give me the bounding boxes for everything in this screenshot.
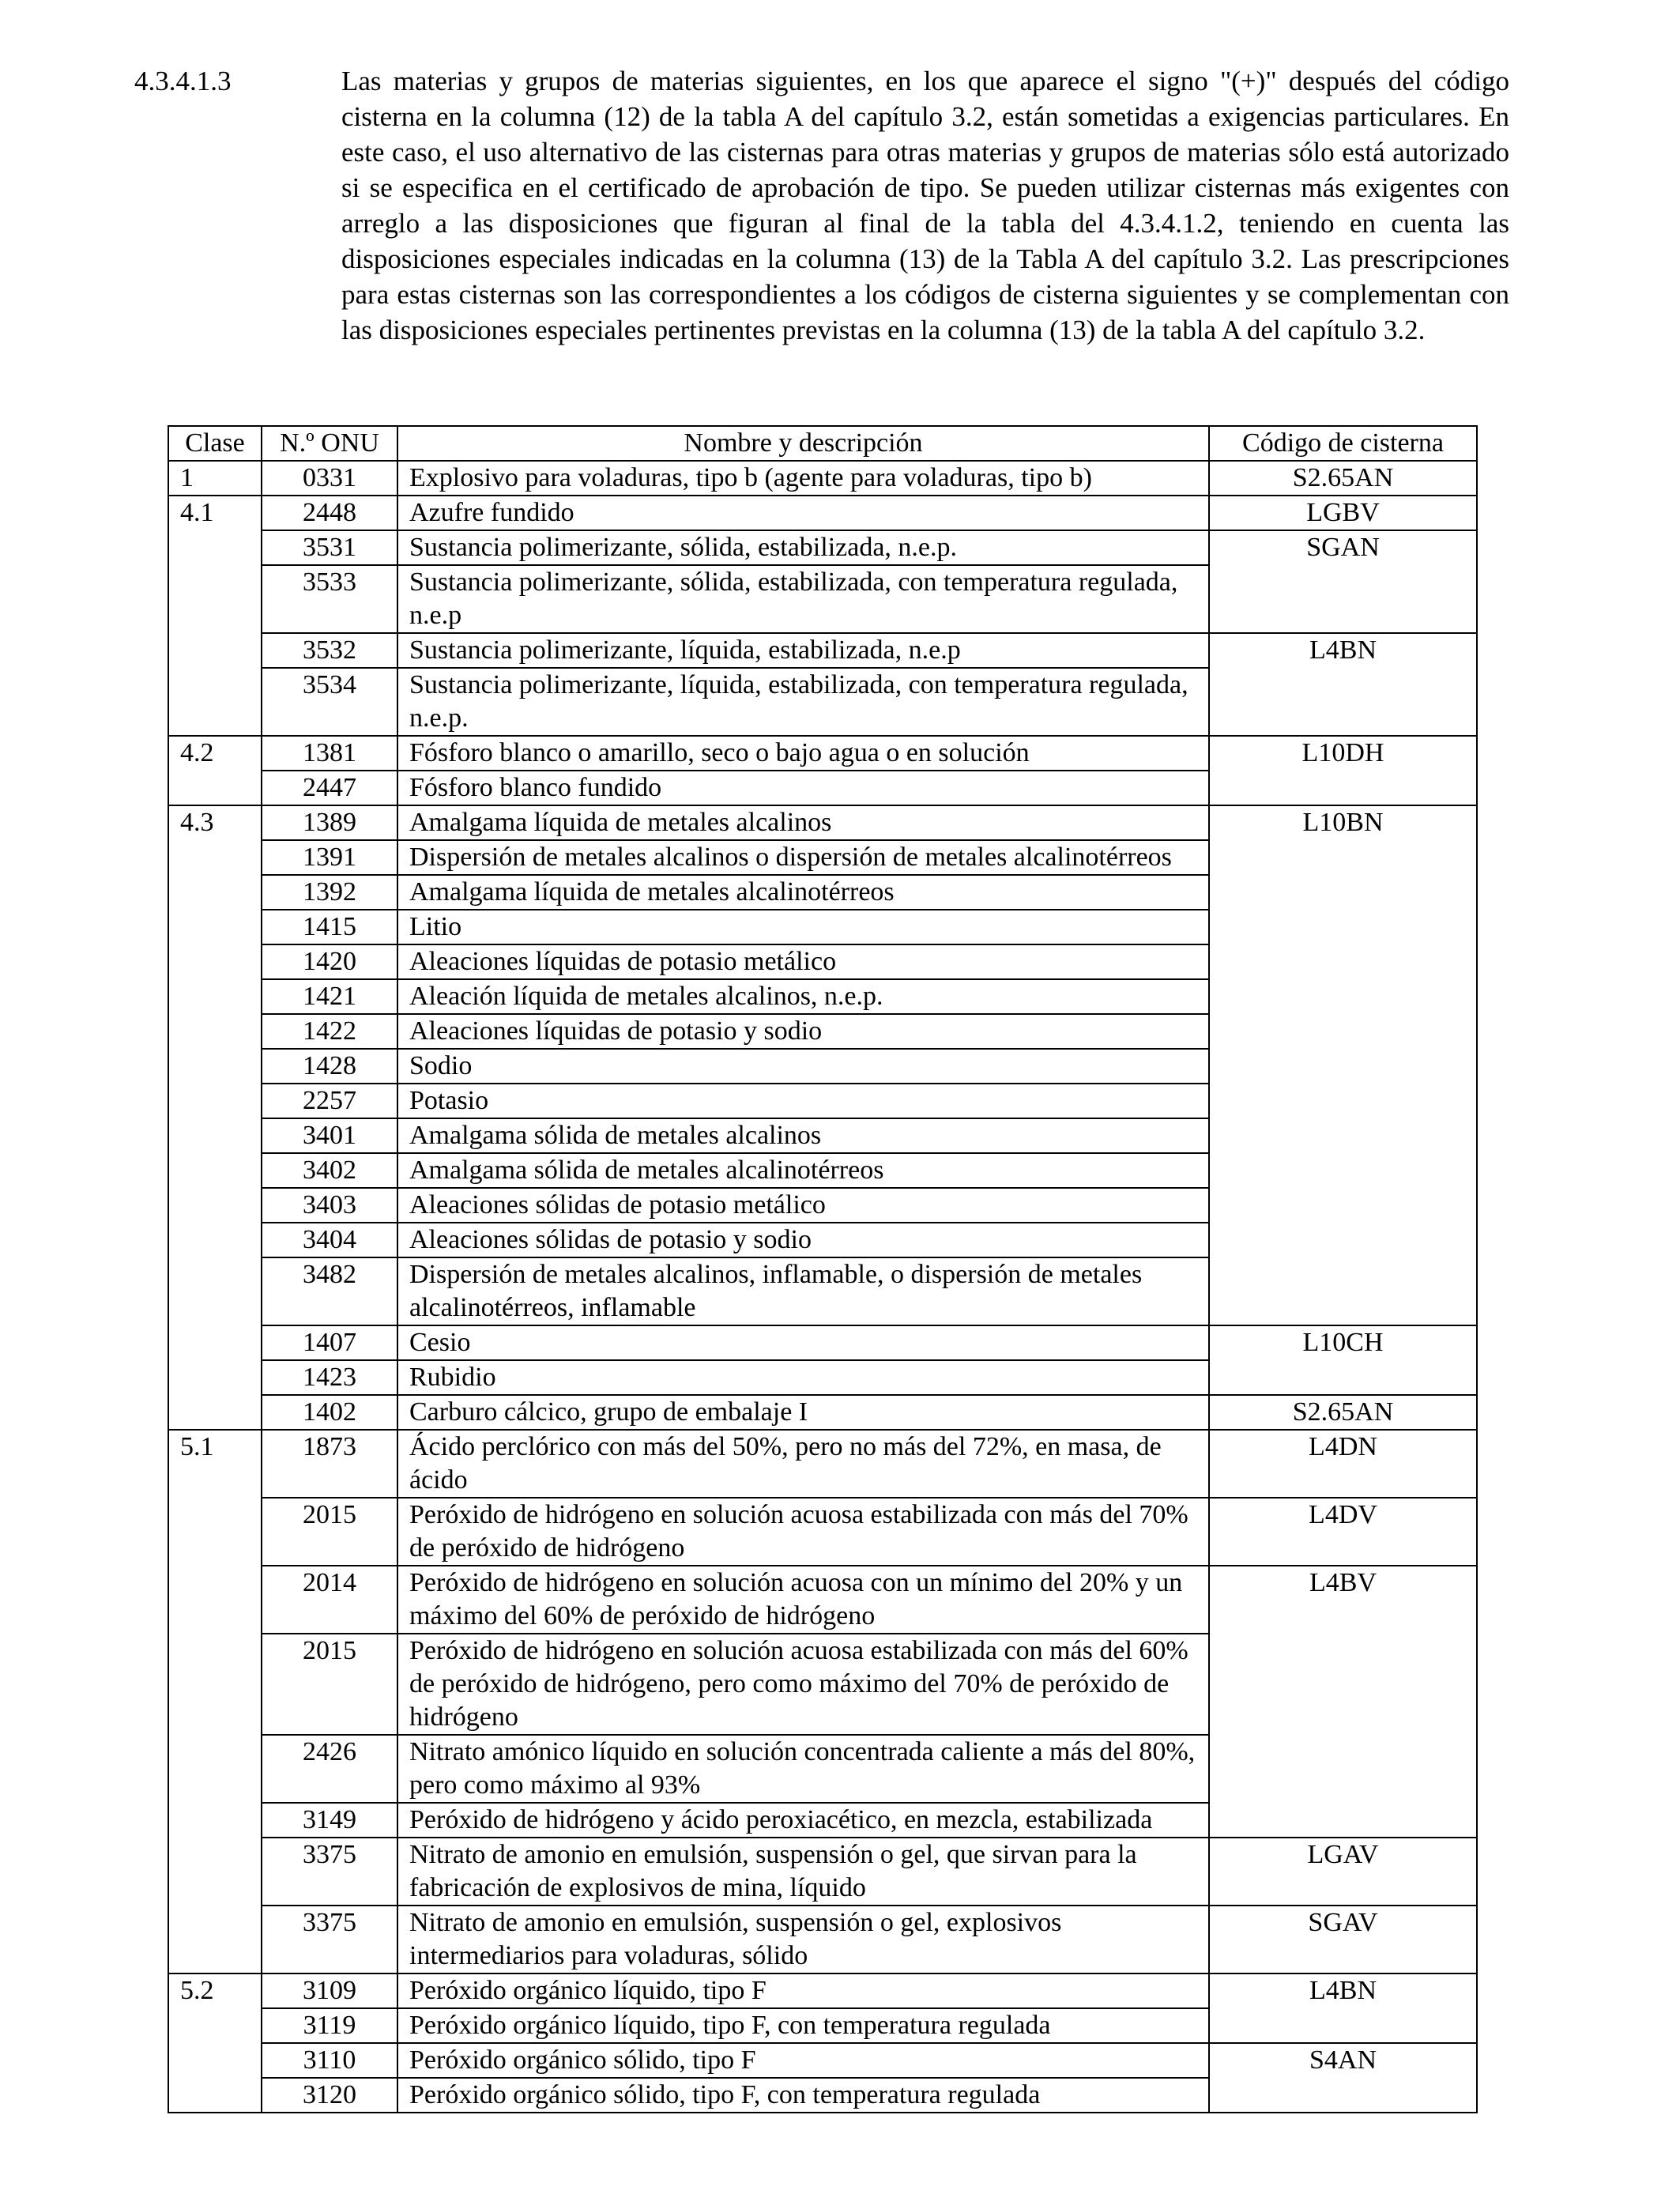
cell-codigo: L4BN xyxy=(1209,633,1477,736)
cell-nombre: Sustancia polimerizante, sólida, estabilizada, con temperatura regulada, n.e.p xyxy=(397,565,1209,633)
cell-onu: 1381 xyxy=(262,736,397,771)
cell-onu: 3401 xyxy=(262,1118,397,1153)
cell-onu: 3109 xyxy=(262,1973,397,2008)
cell-onu: 3532 xyxy=(262,633,397,668)
table-header-row xyxy=(168,426,1477,461)
cell-clase: 4.2 xyxy=(168,736,262,805)
table-row xyxy=(168,1838,1477,1906)
cell-nombre: Nitrato de amonio en emulsión, suspensión o gel, explosivos intermediarios para voladuras, sólido xyxy=(397,1906,1209,1973)
cell-nombre: Amalgama sólida de metales alcalinotérreos xyxy=(397,1153,1209,1188)
table-row xyxy=(168,1973,1477,2008)
cell-nombre: Peróxido orgánico sólido, tipo F xyxy=(397,2043,1209,2078)
cell-onu: 3482 xyxy=(262,1257,397,1325)
cell-nombre: Cesio xyxy=(397,1325,1209,1360)
cell-nombre: Litio xyxy=(397,910,1209,944)
table-row xyxy=(168,530,1477,565)
cell-onu: 2015 xyxy=(262,1498,397,1566)
cell-codigo: SGAN xyxy=(1209,530,1477,633)
section-number: 4.3.4.1.3 xyxy=(134,66,232,96)
header-onu: N.º ONU xyxy=(262,426,397,461)
cell-nombre: Sustancia polimerizante, líquida, estabilizada, n.e.p xyxy=(397,633,1209,668)
cell-clase: 4.3 xyxy=(168,805,262,1430)
cell-nombre: Fósforo blanco fundido xyxy=(397,771,1209,805)
table-row xyxy=(168,496,1477,530)
cell-nombre: Explosivo para voladuras, tipo b (agente para voladuras, tipo b) xyxy=(397,461,1209,496)
cell-nombre: Nitrato amónico líquido en solución concentrada caliente a más del 80%, pero como máximo al 93% xyxy=(397,1735,1209,1803)
table-row xyxy=(168,633,1477,668)
cell-onu: 3402 xyxy=(262,1153,397,1188)
cell-nombre: Peróxido orgánico líquido, tipo F xyxy=(397,1973,1209,2008)
cell-codigo: LGAV xyxy=(1209,1838,1477,1906)
cell-onu: 2015 xyxy=(262,1634,397,1735)
table-row xyxy=(168,1906,1477,1973)
cell-nombre: Sustancia polimerizante, sólida, estabilizada, n.e.p. xyxy=(397,530,1209,565)
cell-nombre: Peróxido orgánico sólido, tipo F, con temperatura regulada xyxy=(397,2078,1209,2113)
cell-nombre: Aleaciones sólidas de potasio y sodio xyxy=(397,1223,1209,1257)
table-row xyxy=(168,736,1477,771)
cell-onu: 2447 xyxy=(262,771,397,805)
cell-onu: 3403 xyxy=(262,1188,397,1223)
cell-onu: 1423 xyxy=(262,1360,397,1395)
cell-nombre: Potasio xyxy=(397,1084,1209,1118)
cell-nombre: Aleación líquida de metales alcalinos, n.e.p. xyxy=(397,979,1209,1014)
cell-onu: 1389 xyxy=(262,805,397,840)
cell-onu: 3404 xyxy=(262,1223,397,1257)
cell-nombre: Peróxido de hidrógeno en solución acuosa con un mínimo del 20% y un máximo del 60% de peróxido de hidrógeno xyxy=(397,1566,1209,1634)
cell-onu: 2426 xyxy=(262,1735,397,1803)
cell-onu: 1421 xyxy=(262,979,397,1014)
section-text: Las materias y grupos de materias siguientes, en los que aparece el signo "(+)" después del código cisterna en la columna (12) de la tabla A del capítulo 3.2, están sometidas a exigencias particulares. En este caso, el uso alternativo de las cisternas para otras materias y grupos de materias sólo está autorizado si se especifica en el certificado de aprobación de tipo. Se pueden utilizar cisternas más exigentes con arreglo a las disposiciones que figuran al final de la tabla del 4.3.4.1.2, teniendo en cuenta las disposiciones especiales indicadas en la columna (13) de la Tabla A del capítulo 3.2. Las prescripciones para estas cisternas son las correspondientes a los códigos de cisterna siguientes y se complementan con las disposiciones especiales pertinentes previstas en la columna (13) de la tabla A del capítulo 3.2. xyxy=(341,66,1509,345)
table-row xyxy=(168,461,1477,496)
cell-nombre: Amalgama líquida de metales alcalinotérreos xyxy=(397,875,1209,910)
table-row xyxy=(168,1430,1477,1498)
cell-nombre: Aleaciones sólidas de potasio metálico xyxy=(397,1188,1209,1223)
cell-clase: 4.1 xyxy=(168,496,262,736)
tank-code-table xyxy=(168,425,1478,2113)
cell-codigo: S4AN xyxy=(1209,2043,1477,2113)
cell-codigo: L4BN xyxy=(1209,1973,1477,2043)
cell-codigo: LGBV xyxy=(1209,496,1477,530)
cell-clase: 1 xyxy=(168,461,262,496)
cell-onu: 1392 xyxy=(262,875,397,910)
cell-onu: 3119 xyxy=(262,2008,397,2043)
cell-onu: 3533 xyxy=(262,565,397,633)
cell-onu: 2014 xyxy=(262,1566,397,1634)
cell-nombre: Sustancia polimerizante, líquida, estabilizada, con temperatura regulada, n.e.p. xyxy=(397,668,1209,736)
cell-nombre: Aleaciones líquidas de potasio metálico xyxy=(397,944,1209,979)
cell-nombre: Peróxido de hidrógeno en solución acuosa estabilizada con más del 60% de peróxido de hidrógeno, pero como máximo del 70% de peróxido de hidrógeno xyxy=(397,1634,1209,1735)
cell-onu: 3120 xyxy=(262,2078,397,2113)
cell-codigo: SGAV xyxy=(1209,1906,1477,1973)
cell-nombre: Amalgama sólida de metales alcalinos xyxy=(397,1118,1209,1153)
cell-nombre: Fósforo blanco o amarillo, seco o bajo agua o en solución xyxy=(397,736,1209,771)
cell-codigo: L10BN xyxy=(1209,805,1477,1325)
table-row xyxy=(168,1395,1477,1430)
cell-nombre: Peróxido de hidrógeno en solución acuosa estabilizada con más del 70% de peróxido de hidrógeno xyxy=(397,1498,1209,1566)
cell-onu: 1402 xyxy=(262,1395,397,1430)
header-codigo: Código de cisterna xyxy=(1209,426,1477,461)
cell-codigo: L4DN xyxy=(1209,1430,1477,1498)
cell-nombre: Peróxido orgánico líquido, tipo F, con temperatura regulada xyxy=(397,2008,1209,2043)
cell-onu: 1415 xyxy=(262,910,397,944)
cell-nombre: Sodio xyxy=(397,1049,1209,1084)
cell-onu: 1873 xyxy=(262,1430,397,1498)
cell-codigo: L4BV xyxy=(1209,1566,1477,1838)
cell-clase: 5.2 xyxy=(168,1973,262,2113)
cell-onu: 3375 xyxy=(262,1906,397,1973)
cell-nombre: Azufre fundido xyxy=(397,496,1209,530)
cell-nombre: Amalgama líquida de metales alcalinos xyxy=(397,805,1209,840)
cell-onu: 2448 xyxy=(262,496,397,530)
cell-onu: 1428 xyxy=(262,1049,397,1084)
cell-nombre: Peróxido de hidrógeno y ácido peroxiacético, en mezcla, estabilizada xyxy=(397,1803,1209,1838)
cell-nombre: Ácido perclórico con más del 50%, pero no más del 72%, en masa, de ácido xyxy=(397,1430,1209,1498)
cell-onu: 3149 xyxy=(262,1803,397,1838)
cell-clase: 5.1 xyxy=(168,1430,262,1973)
cell-nombre: Rubidio xyxy=(397,1360,1209,1395)
cell-onu: 1420 xyxy=(262,944,397,979)
cell-nombre: Aleaciones líquidas de potasio y sodio xyxy=(397,1014,1209,1049)
cell-codigo: S2.65AN xyxy=(1209,461,1477,496)
cell-onu: 3531 xyxy=(262,530,397,565)
cell-onu: 1391 xyxy=(262,840,397,875)
cell-codigo: S2.65AN xyxy=(1209,1395,1477,1430)
cell-onu: 3375 xyxy=(262,1838,397,1906)
cell-nombre: Nitrato de amonio en emulsión, suspensión o gel, que sirvan para la fabricación de explosivos de mina, líquido xyxy=(397,1838,1209,1906)
cell-onu: 1422 xyxy=(262,1014,397,1049)
header-nombre: Nombre y descripción xyxy=(397,426,1209,461)
cell-codigo: L4DV xyxy=(1209,1498,1477,1566)
table-row xyxy=(168,805,1477,840)
table-row xyxy=(168,1498,1477,1566)
cell-nombre: Dispersión de metales alcalinos o dispersión de metales alcalinotérreos xyxy=(397,840,1209,875)
header-clase: Clase xyxy=(168,426,262,461)
cell-nombre: Carburo cálcico, grupo de embalaje I xyxy=(397,1395,1209,1430)
cell-onu: 1407 xyxy=(262,1325,397,1360)
cell-codigo: L10CH xyxy=(1209,1325,1477,1395)
cell-onu: 3110 xyxy=(262,2043,397,2078)
cell-nombre: Dispersión de metales alcalinos, inflamable, o dispersión de metales alcalinotérreos, inflamable xyxy=(397,1257,1209,1325)
table-row xyxy=(168,2043,1477,2078)
cell-codigo: L10DH xyxy=(1209,736,1477,805)
cell-onu: 2257 xyxy=(262,1084,397,1118)
table-row xyxy=(168,1325,1477,1360)
cell-onu: 0331 xyxy=(262,461,397,496)
cell-onu: 3534 xyxy=(262,668,397,736)
table-body xyxy=(168,461,1477,2113)
table-row xyxy=(168,1566,1477,1634)
